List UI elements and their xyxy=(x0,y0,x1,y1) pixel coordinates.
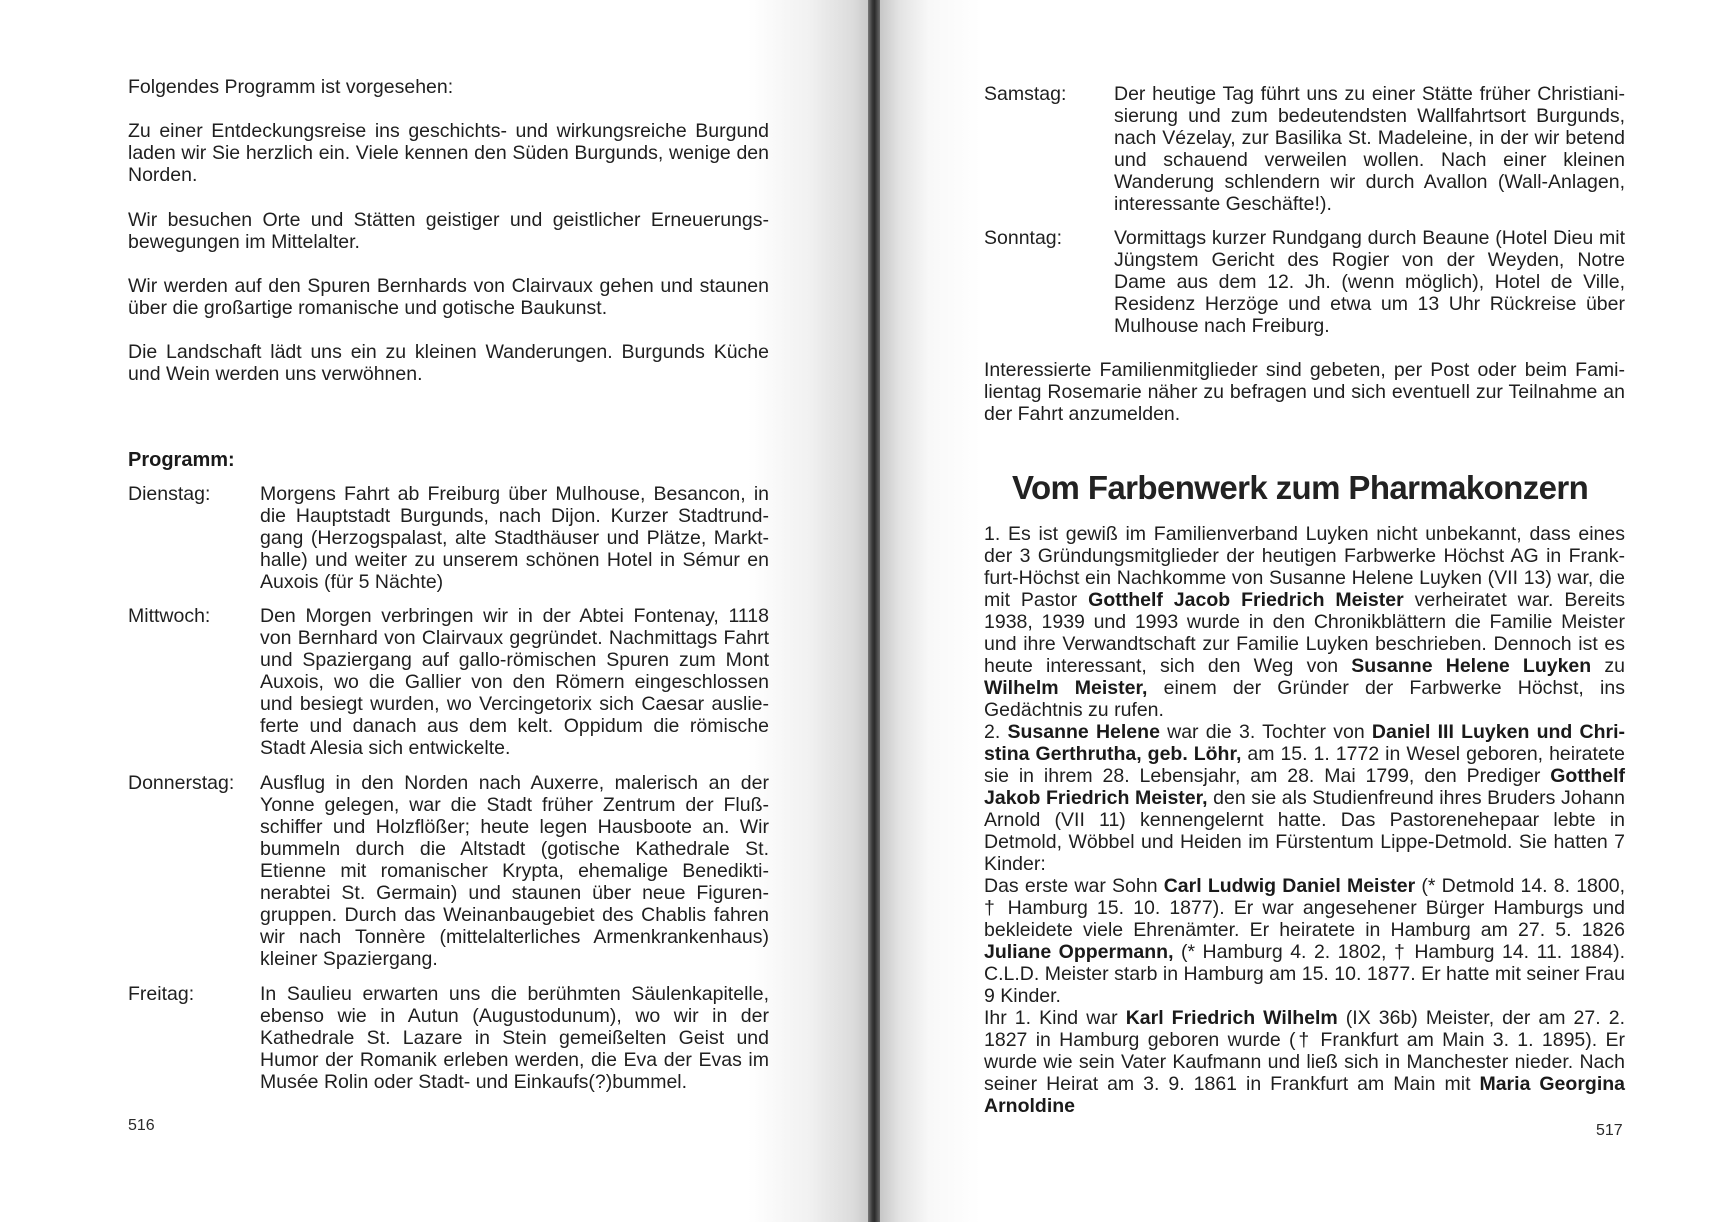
intro-paragraph: Die Landschaft lädt uns ein zu kleinen Wanderungen. Burgunds Küche und Wein werden uns verwöhnen. xyxy=(128,341,769,385)
person-name: Maria Georgina Arnoldine xyxy=(984,1073,1625,1117)
schedule-text: Morgens Fahrt ab Freiburg über Mulhouse, Besancon, in die Hauptstadt Burgunds, nach Dijon. Kurzer Stadtrund-gang (Herzogspalast, alte Stadthäuser und Plätze, Markt-halle) und weiter zu unserem schönen Hotel in Sémur en Auxois (für 5 Nächte) xyxy=(260,483,769,593)
article-text: den sie als Studienfreund ihres Bruders Johann Arnold (VII 11) kennengelernt hatte. Das Pastorenehepaar lebte in Detmold, Wöbbel und Heiden im Fürstentum Lippe-Detmold. Sie hatten 7 Kinder: xyxy=(984,787,1625,875)
article-text: Das erste war Sohn xyxy=(984,875,1164,897)
intro-paragraph: Zu einer Entdeckungsreise ins geschichts- und wirkungsreiche Burgund laden wir Sie herzlich ein. Viele kennen den Süden Burgunds, wenige den Norden. xyxy=(128,120,769,186)
article-title: Vom Farbenwerk zum Pharmakonzern xyxy=(1012,469,1589,506)
person-name: Susanne Helene xyxy=(1007,721,1160,743)
person-name: Gotthelf Jakob Friedrich Meister, xyxy=(984,765,1625,809)
article-text: einem der Gründer der Farbwerke Höchst, ins Gedächtnis zu rufen. xyxy=(984,677,1625,721)
person-name: Karl Friedrich Wilhelm xyxy=(1125,1007,1338,1029)
article-text: (* Hamburg 4. 2. 1802, † Hamburg 14. 11. 1884). C.L.D. Meister starb in Hamburg am 15. 10. 1877. Er hatte mit seiner Frau 9 Kinder. xyxy=(984,941,1625,1007)
article-text: verheiratet war. Bereits 1938, 1939 und 1993 wurde in den Chronikblättern die Familie Meister und ihre Verwandtschaft zur Familie Luyken beschrieben. Dennoch ist es heute interessant, sich den Weg von xyxy=(984,589,1626,677)
schedule-day: Sonntag: xyxy=(984,227,1063,249)
schedule-text: Vormittags kurzer Rundgang durch Beaune (Hotel Dieu mit Jüngstem Gericht des Rogier von der Weyden, Notre Dame aus dem 12. Jh. (wenn möglich), Hotel de Ville, Residenz Herzöge und etwa um 13 Uhr Rückreise über Mulhouse nach Freiburg. xyxy=(1114,227,1625,337)
schedule-text: Ausflug in den Norden nach Auxerre, malerisch an der Yonne gelegen, war die Stadt früher Zentrum der Fluß-schiffer und Holzflößer; heute legen Hausboote an. Wir bummeln durch die Altstadt (gotische Kathedrale St. Etienne mit romanischer Krypta, ehemalige Benedikti-nerabtei St. Germain) und staunen über neue Figuren-gruppen. Durch das Weinanbaugebiet des Chablis fahren wir nach Tonnère (mittelalterliches Armenkrankenhaus) kleiner Spaziergang. xyxy=(260,772,769,970)
article-text: (* Detmold 14. 8. 1800, † Hamburg 15. 10. 1877). Er war angesehener Bürger Hamburgs und bekleidete viele Ehrenämter. Er heiratete in Hamburg am 27. 5. 1826 xyxy=(984,875,1625,941)
schedule-day: Donnerstag: xyxy=(128,772,235,794)
article-paragraph xyxy=(984,1007,1625,1117)
person-name: Juliane Oppermann, xyxy=(984,941,1174,963)
article-text: zu xyxy=(1591,655,1625,677)
article-paragraph xyxy=(984,721,1625,875)
program-intro: Folgendes Programm ist vorgesehen: xyxy=(128,76,454,98)
schedule-day: Mittwoch: xyxy=(128,605,211,627)
article-text: 2. xyxy=(984,721,1008,743)
article-paragraph xyxy=(984,523,1625,721)
intro-paragraph: Wir werden auf den Spuren Bernhards von Clairvaux gehen und staunen über die großartige romanische und gotische Baukunst. xyxy=(128,275,769,319)
person-name: Carl Ludwig Daniel Meister xyxy=(1163,875,1416,897)
schedule-day: Freitag: xyxy=(128,983,195,1005)
article-text: Ihr 1. Kind war xyxy=(984,1007,1126,1029)
article-text: am 15. 1. 1772 in Wesel geboren, heiratete sie in ihrem 28. Lebensjahr, am 28. Mai 1799, den Prediger xyxy=(984,743,1625,787)
schedule-text: Der heutige Tag führt uns zu einer Stätte früher Christiani-sierung und zum bedeutendsten Wallfahrtsort Burgunds, nach Vézelay, zur Basilika St. Madeleine, in der wir betend und schauend verweilen wollen. Nach einer kleinen Wanderung schlendern wir durch Avallon (Wall-Anlagen, interessante Geschäfte!). xyxy=(1114,83,1625,215)
article-body xyxy=(984,523,1625,1117)
program-heading: Programm: xyxy=(128,449,235,471)
schedule-text: Den Morgen verbringen wir in der Abtei Fontenay, 1118 von Bernhard von Clairvaux gegründet. Nachmittags Fahrt und Spaziergang auf gallo-römischen Spuren zum Mont Auxois, wo die Gallier von den Römern eingeschlossen und besiegt wurden, wo Vercingetorix sich Caesar auslie-ferte und danach aus dem kelt. Oppidum die römische Stadt Alesia sich entwickelte. xyxy=(260,605,769,759)
intro-paragraph: Wir besuchen Orte und Stätten geistiger und geistlicher Erneuerungs-bewegungen im Mittelalter. xyxy=(128,209,769,253)
article-paragraph xyxy=(984,875,1625,1007)
page-number-right: 517 xyxy=(1596,1122,1623,1139)
article-text: (IX 36b) Meister, der am 27. 2. 1827 in Hamburg geboren wurde († Frankfurt am Main 3. 1. 1895). Er wurde wie sein Vater Kaufmann und ließ sich in Manchester nieder. Nach seiner Heirat am 3. 9. 1861 in Frankfurt am Main mit xyxy=(984,1007,1625,1095)
registration-note: Interessierte Familienmitglieder sind gebeten, per Post oder beim Fami-lientag Rosemarie näher zu befragen und sich eventuell zur Teilnahme an der Fahrt anzumelden. xyxy=(984,359,1625,425)
article-text: 1. Es ist gewiß im Familienverband Luyken nicht unbekannt, dass eines der 3 Gründungsmitglieder der heutigen Farbwerke Höchst AG in Frank-furt-Höchst ein Nachkomme von Susanne Helene Luyken (VII 13) war, die mit Pastor xyxy=(984,523,1625,611)
person-name: Daniel III Luyken und Chri-stina Gerthrutha, geb. Löhr, xyxy=(984,721,1626,765)
schedule-text: In Saulieu erwarten uns die berühmten Säulenkapitelle, ebenso wie in Autun (Augustodunum), wo wir in der Kathedrale St. Lazare in Stein gemeißelten Geist und Humor der Romanik erleben werden, die Eva der Evas im Musée Rolin oder Stadt- und Einkaufs(?)bummel. xyxy=(260,983,769,1093)
person-name: Susanne Helene Luyken xyxy=(1351,655,1592,677)
schedule-day: Samstag: xyxy=(984,83,1067,105)
book-gutter xyxy=(868,0,880,1222)
article-text: war die 3. Tochter von xyxy=(1159,721,1372,743)
person-name: Wilhelm Meister, xyxy=(984,677,1148,699)
page-number-left: 516 xyxy=(128,1117,155,1134)
schedule-day: Dienstag: xyxy=(128,483,211,505)
person-name: Gotthelf Jacob Friedrich Meister xyxy=(1088,589,1404,611)
